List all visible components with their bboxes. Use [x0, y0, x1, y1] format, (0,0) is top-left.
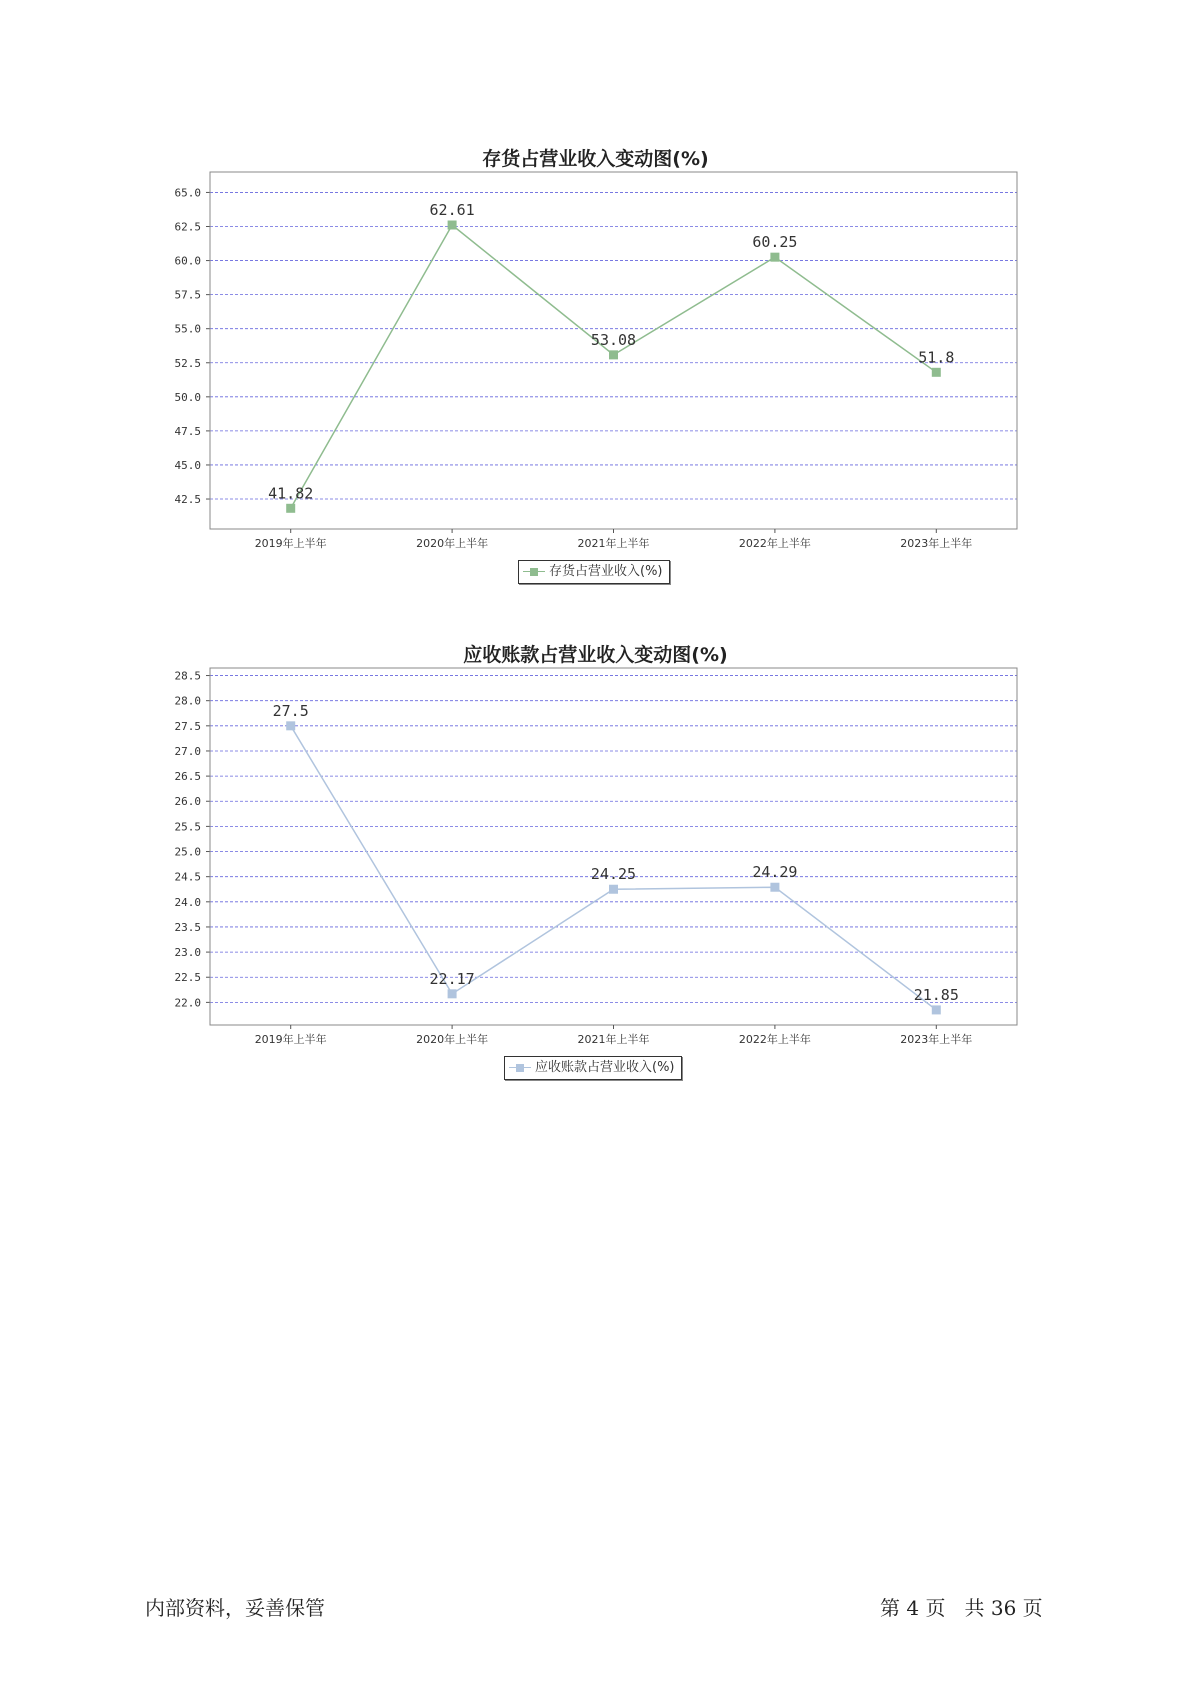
y-tick-label: 57.5	[174, 288, 201, 302]
legend	[504, 1056, 682, 1080]
y-tick-label: 52.5	[174, 356, 201, 370]
x-tick-label: 2019年上半年	[254, 537, 327, 550]
data-label: 53.08	[590, 330, 637, 349]
data-label: 22.17	[429, 969, 475, 988]
data-label: 27.5	[272, 701, 309, 720]
y-tick-label: 25.5	[174, 820, 201, 834]
y-tick-label: 45.0	[174, 458, 201, 472]
y-tick-label: 28.0	[174, 694, 201, 708]
x-tick-label: 2022年上半年	[738, 537, 811, 550]
data-label: 24.29	[752, 863, 798, 882]
y-tick-label: 47.5	[174, 424, 201, 438]
y-tick-label: 22.0	[174, 996, 201, 1010]
data-label: 62.61	[429, 201, 475, 220]
y-tick-label: 26.5	[174, 770, 201, 784]
y-tick-label: 26.0	[174, 795, 201, 809]
x-tick-label: 2020年上半年	[416, 537, 489, 550]
y-tick-label: 27.5	[174, 719, 201, 733]
plot-frame	[210, 668, 1017, 1025]
data-label: 41.82	[268, 484, 314, 503]
x-tick-label: 2023年上半年	[900, 537, 973, 550]
y-tick-label: 28.5	[174, 669, 201, 683]
data-point	[286, 721, 295, 730]
y-tick-label: 62.5	[174, 220, 201, 234]
y-tick-label: 24.0	[174, 895, 201, 909]
y-tick-label: 42.5	[174, 493, 201, 507]
y-tick-label: 50.0	[174, 390, 201, 404]
data-point	[609, 885, 618, 894]
y-tick-label: 22.5	[174, 971, 201, 985]
data-label: 24.25	[590, 865, 637, 884]
y-tick-label: 55.0	[174, 322, 201, 336]
y-tick-label: 23.0	[174, 946, 201, 960]
x-tick-label: 2021年上半年	[577, 537, 650, 550]
data-label: 51.8	[918, 348, 955, 367]
y-tick-label: 27.0	[174, 744, 201, 758]
y-tick-label: 23.5	[174, 920, 201, 934]
x-tick-label: 2022年上半年	[738, 1033, 811, 1046]
data-label: 60.25	[752, 233, 798, 252]
x-tick-label: 2019年上半年	[254, 1033, 327, 1046]
y-tick-label: 60.0	[174, 254, 201, 268]
chart-title: 存货占营业收入变动图(%)	[482, 148, 709, 170]
x-tick-label: 2021年上半年	[577, 1033, 650, 1046]
data-point	[448, 989, 457, 998]
y-tick-label: 65.0	[174, 186, 201, 200]
data-label: 21.85	[913, 985, 959, 1004]
y-tick-label: 24.5	[174, 870, 201, 884]
data-point	[770, 883, 779, 892]
footer-page-number: 第 4 页 共 36 页	[880, 1596, 1043, 1620]
x-tick-label: 2020年上半年	[416, 1033, 489, 1046]
legend-label: 应收账款占营业收入(%)	[535, 1060, 675, 1075]
footer-confidential: 内部资料，妥善保管	[145, 1596, 325, 1620]
chart-title: 应收账款占营业收入变动图(%)	[463, 644, 728, 666]
legend-swatch	[509, 1063, 531, 1073]
y-tick-label: 25.0	[174, 845, 201, 859]
legend-label: 存货占营业收入(%)	[549, 564, 663, 579]
x-tick-label: 2023年上半年	[900, 1033, 973, 1046]
data-point	[932, 1005, 941, 1014]
